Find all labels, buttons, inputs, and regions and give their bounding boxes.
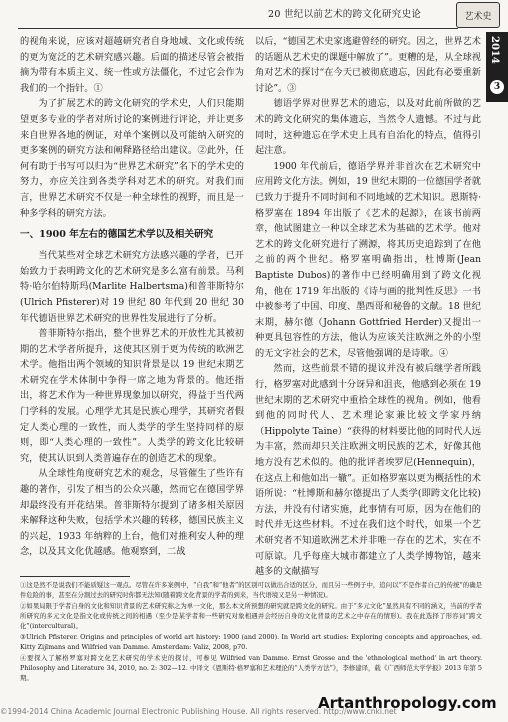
issue-side-tab [486,32,508,102]
right-paragraph-4: 然而，这些前景不错的提议并没有被后继学者所践行，格罗塞对此感到十分讶异和沮丧，他感到必须在 19 世纪末期的艺术研究中重拾全球性的视角。例如，他看到他的同时代人、艺术理论家兼比较文学家丹纳（Hippolyte Taine）“获得的材料要比他的同时代人远为丰富，然而却只关注欧洲文明民族的艺术，好像其他地方没有艺术似的。他的批评者埃罗尼(Hennequin)，在这点上和他如出一辙”。正如格罗塞以更为概括性的术语所说：“杜博斯和赫尔德提出了人类学(即跨文化比较)方法，并没有付诸实施，此事情有可原，因为在他们的时代并无这些材料。不过在我们这个时代，如果一个艺术研究者不知道欧洲艺术并非唯一存在的艺术，实在不可原谅。几乎每座大城市都建立了人类学博物馆，越来越多的文献描写 [255,363,481,578]
left-column [20,34,244,560]
footnote-2: ②如果局限于学者自身的文化和知识背景的艺术研究称之为单一文化，那么本文所预想的研究就是跨文化的研究。由于“多元文化”显然具有不同的涵义，当前的学者所研究的多元文化是指文化或传统之间的相遇（至少是某学者和一些研究对象相遇并会经历自身的文化背景的艺术之中存在的情形)。我在此选择了形容词“跨文化”(intercultural)。 [20,602,482,630]
footnotes [20,580,482,684]
left-paragraph-4: 普菲斯特尔指出，整个世界艺术的开放性尤其被初期的艺术学者所提升，这使其区别于更为传统的欧洲艺术学。他指出两个领域的知识背景是以 19 世纪末期艺术研究在学术体制中争得一席之地为背景的。他还指出，将艺术作为一种世界现象加以研究，得益于当代两门学科的发展。心理学尤其是民族心理学，其研究者假定人类心理的一致性，而人类学的学生坚持同样的原则，即“人类心理的一致性”。人类学的跨文化比较研究，使其认识到人类普遍存在的创造艺术的现象。 [20,328,244,464]
site-watermark: Artanthropology.com [318,694,497,712]
left-paragraph-3: 当代某些对全球艺术研究方法感兴趣的学者，已开始致力于表明跨文化的艺术研究是多么富有前景。马利特·哈尔伯特斯玛(Marlite Halbertsma)和普菲斯特尔(Ulrich Pfisterer)对 19 世纪 80 年代到 20 世纪 30 年代德语世界艺术研究的世界性发展进行了分析。 [20,250,244,324]
left-paragraph-1: 的视角来说，应该对超越研究者自身地域、文化或传统的更为宽泛的艺术研究感兴趣。后面的描述尽管会被指摘为带有本质主义、统一性或方法僵化，不过它会作为我们的一个指针。① [20,36,244,94]
right-paragraph-2: 德语学界对世界艺术的遗忘，以及对此前所做的艺术的跨文化研究的集体遗忘，当然令人遗憾。不过与此同时，这种遗忘在学术史上具有自治化的特点，值得引起注意。 [255,98,481,157]
footnote-3: ③Ulrich Pfisterer. Origins and principles of world art history: 1900 (and 2000). In World art studies: Exploring concepts and approaches, ed. Kitty Zijlmans and Wilfried van Damme. Amsterdam: Valiz, 2008, p70. [20,633,482,651]
running-header [0,0,508,30]
issue-number: 3 [490,80,504,94]
right-paragraph-1: 以后，“德国艺术史家逃避曾经的研究。因之，世界艺术的话题从艺术史的课题中解放了”。更糟的是，从全球视角对艺术的探讨“在今天已被彻底遗忘，因此有必要重新讨论”。③ [255,36,481,94]
journal-logo-text: 艺术史 [464,11,492,22]
left-paragraph-5: 从全球性角度研究艺术的观念，尽管催生了些许有趣的著作，引发了相当的公众兴趣，然而它在德国学界却最终没有开花结果。普菲斯特尔提到了诸多相关原因来解释这种失败，包括学术兴趣的转移，德国民族主义的兴起，1933 年纳粹的上台，他们对推利安人种的理念，以及其文化优越感。他观察到，二战 [20,468,244,558]
journal-logo [456,2,500,28]
header-rule [18,28,458,29]
right-paragraph-3: 1900 年代前后，德语学界并非首次在艺术研究中应用跨文化方法。例如，19 世纪末期的一位德国学者就已致力于提升不同时间和不同地域的艺术知识。恩斯特·格罗塞在 1894 年出版了《艺术的起源》，在该书前两章，他试图建立一种以全球艺术为基础的艺术学。他对艺术的跨文化研究进行了溯源，将其历史追踪到了在他之前的两个世纪。格罗塞明确指出，杜博斯(Jean Baptiste Dubos)的著作中已经明确用到了跨文化视角，他在 1719 年出版的《诗与画的批判性反思》一书中被参考了中国、印度、墨西哥和秘鲁的文献。18 世纪末期，赫尔德（Johann Gottfried Herder)又提出一种更具包容性的方法，他认为应该关注欧洲之外的小型的无文字社会的艺术，尽管他强调的是诗歌。④ [255,160,481,359]
running-title: 20 世纪以前艺术的跨文化研究史论 [268,9,422,20]
footnote-4: ④要探入了解格罗塞对跨文化艺术研究的学术史的探讨，可参见 Wilfried van Damme. Ernst Grosse and the 'ethnological method' in art theory. Philosophy and Literature 34, 2010, no. 2: 302—12. 中译文《恩斯特·格罗塞和艺术理论的“人类学方法”》，李修建译，载《广西师范大学学报》2013 年第 5 期。 [20,654,482,682]
right-column [255,34,481,580]
issue-year: 2014 [489,36,500,64]
footnote-rule [20,576,130,577]
section-heading: 一、1900 年左右的德国艺术学以及相关研究 [20,229,214,241]
left-paragraph-2: 为了扩展艺术的跨文化研究的学术史，人们只能期望更多专业的学者对所讨论的案例进行评论，并让更多来自世界各地的例证，对单个案例以及可能纳入研究的更多案例的研究方法和阐释路径给出建议。②此外，任何有助于书写可以归为“世界艺术研究”名下的学术史的努力，亦应关注到各类学科对艺术的研究。对我们而言，世界艺术研究不仅是一种全球性的视野，而且是一种多学科的研究方法。 [20,98,244,219]
copyright-line: ©1994-2014 China Academic Journal Electronic Publishing House. All rights reserved. http://www.cnki.net [0,707,397,716]
footnote-1: ①这是然不是说我们不能质疑这一观点。尽管在许多案例中，“自我”和“他者”的区别可以做出合适的区分，而且另一些例子中，追问以“不是作者自己的传统”的确是件危险的事，甚至在分割过去的研究时你都无法知(随着跨文化背景的学者的到来，当代语境又是另一种情况)。 [20,581,482,599]
